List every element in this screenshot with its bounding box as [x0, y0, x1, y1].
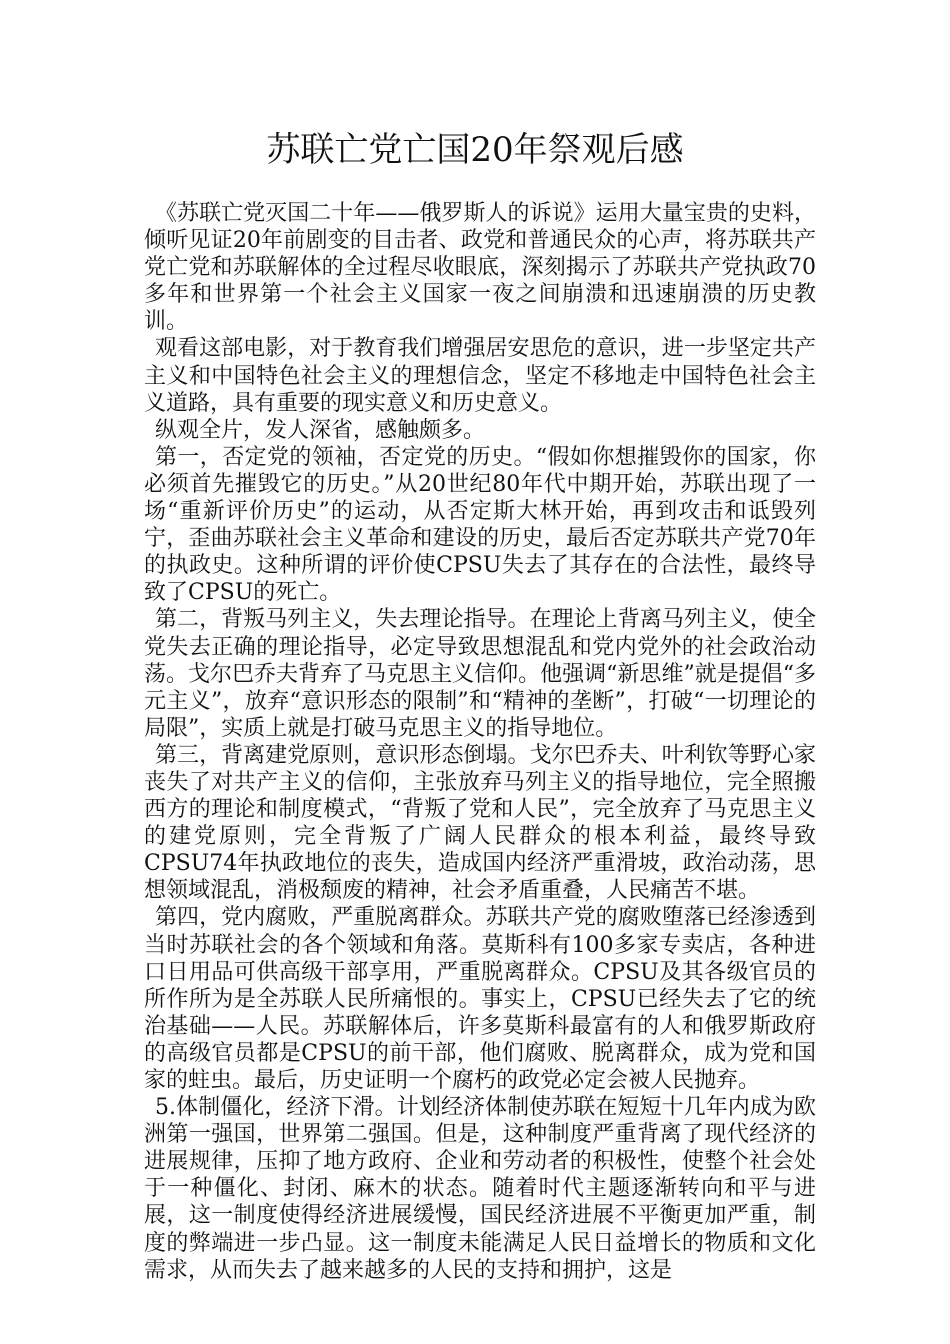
paragraph-point-2: 第二，背叛马列主义，失去理论指导。在理论上背离马列主义，使全党失去正确的理论指导，必定导致思想混乱和党内党外的社会政治动荡。戈尔巴乔夫背弃了马克思主义信仰。他强调“新思维”就是提倡“多元主义”，放弃“意识形态的限制”和“精神的垄断”，打破“一切理论的局限”，实质上就是打破马克思主义的指导地位。 [144, 607, 816, 741]
paragraph-point-4: 第四，党内腐败，严重脱离群众。苏联共产党的腐败堕落已经渗透到当时苏联社会的各个领域和角落。莫斯科有100多家专卖店，各种进口日用品可供高级干部享用，严重脱离群众。CPSU及其各级官员的所作所为是全苏联人民所痛恨的。事实上，CPSU已经失去了它的统治基础——人民。苏联解体后，许多莫斯科最富有的人和俄罗斯政府的高级官员都是CPSU的前干部，他们腐败、脱离群众，成为党和国家的蛀虫。最后，历史证明一个腐朽的政党必定会被人民抛弃。 [144, 905, 816, 1093]
document-body [144, 200, 816, 1284]
paragraph-significance: 观看这部电影，对于教育我们增强居安思危的意识，进一步坚定共产主义和中国特色社会主义的理想信念，坚定不移地走中国特色社会主义道路，具有重要的现实意义和历史意义。 [144, 336, 816, 416]
paragraph-overview: 纵观全片，发人深省，感触颇多。 [155, 417, 486, 443]
paragraph-point-1: 第一，否定党的领袖，否定党的历史。“假如你想摧毁你的国家，你必须首先摧毁它的历史。”从20世纪80年代中期开始，苏联出现了一场“重新评价历史”的运动，从否定斯大林开始，再到攻击和诋毁列宁，歪曲苏联社会主义革命和建设的历史，最后否定苏联共产党70年的执政史。这种所谓的评价使CPSU失去了其存在的合法性，最终导致了CPSU的死亡。 [144, 444, 816, 606]
paragraph-intro: 《苏联亡党灭国二十年——俄罗斯人的诉说》运用大量宝贵的史料，倾听见证20年前剧变的目击者、政党和普通民众的心声，将苏联共产党亡党和苏联解体的全过程尽收眼底，深刻揭示了苏联共产党执政70多年和世界第一个社会主义国家一夜之间崩溃和迅速崩溃的历史教训。 [144, 201, 816, 335]
paragraph-point-5: 5.体制僵化，经济下滑。计划经济体制使苏联在短短十几年内成为欧洲第一强国，世界第二强国。但是，这种制度严重背离了现代经济的进展规律，压抑了地方政府、企业和劳动者的积极性，使整个社会处于一种僵化、封闭、麻木的状态。随着时代主题逐渐转向和平与进展，这一制度使得经济进展缓慢，国民经济进展不平衡更加严重，制度的弊端进一步凸显。这一制度未能满足人民日益增长的物质和文化需求，从而失去了越来越多的人民的支持和拥护，这是 [144, 1095, 816, 1283]
paragraph-point-3: 第三，背离建党原则，意识形态倒塌。戈尔巴乔夫、叶利钦等野心家丧失了对共产主义的信仰，主张放弃马列主义的指导地位，完全照搬西方的理论和制度模式，“背叛了党和人民”，完全放弃了马克思主义的建党原则，完全背叛了广阔人民群众的根本利益，最终导致CPSU74年执政地位的丧失，造成国内经济严重滑坡，政治动荡，思想领域混乱，消极颓废的精神，社会矛盾重叠，人民痛苦不堪。 [144, 742, 816, 904]
document-title: 苏联亡党亡国20年祭观后感 [266, 130, 684, 170]
